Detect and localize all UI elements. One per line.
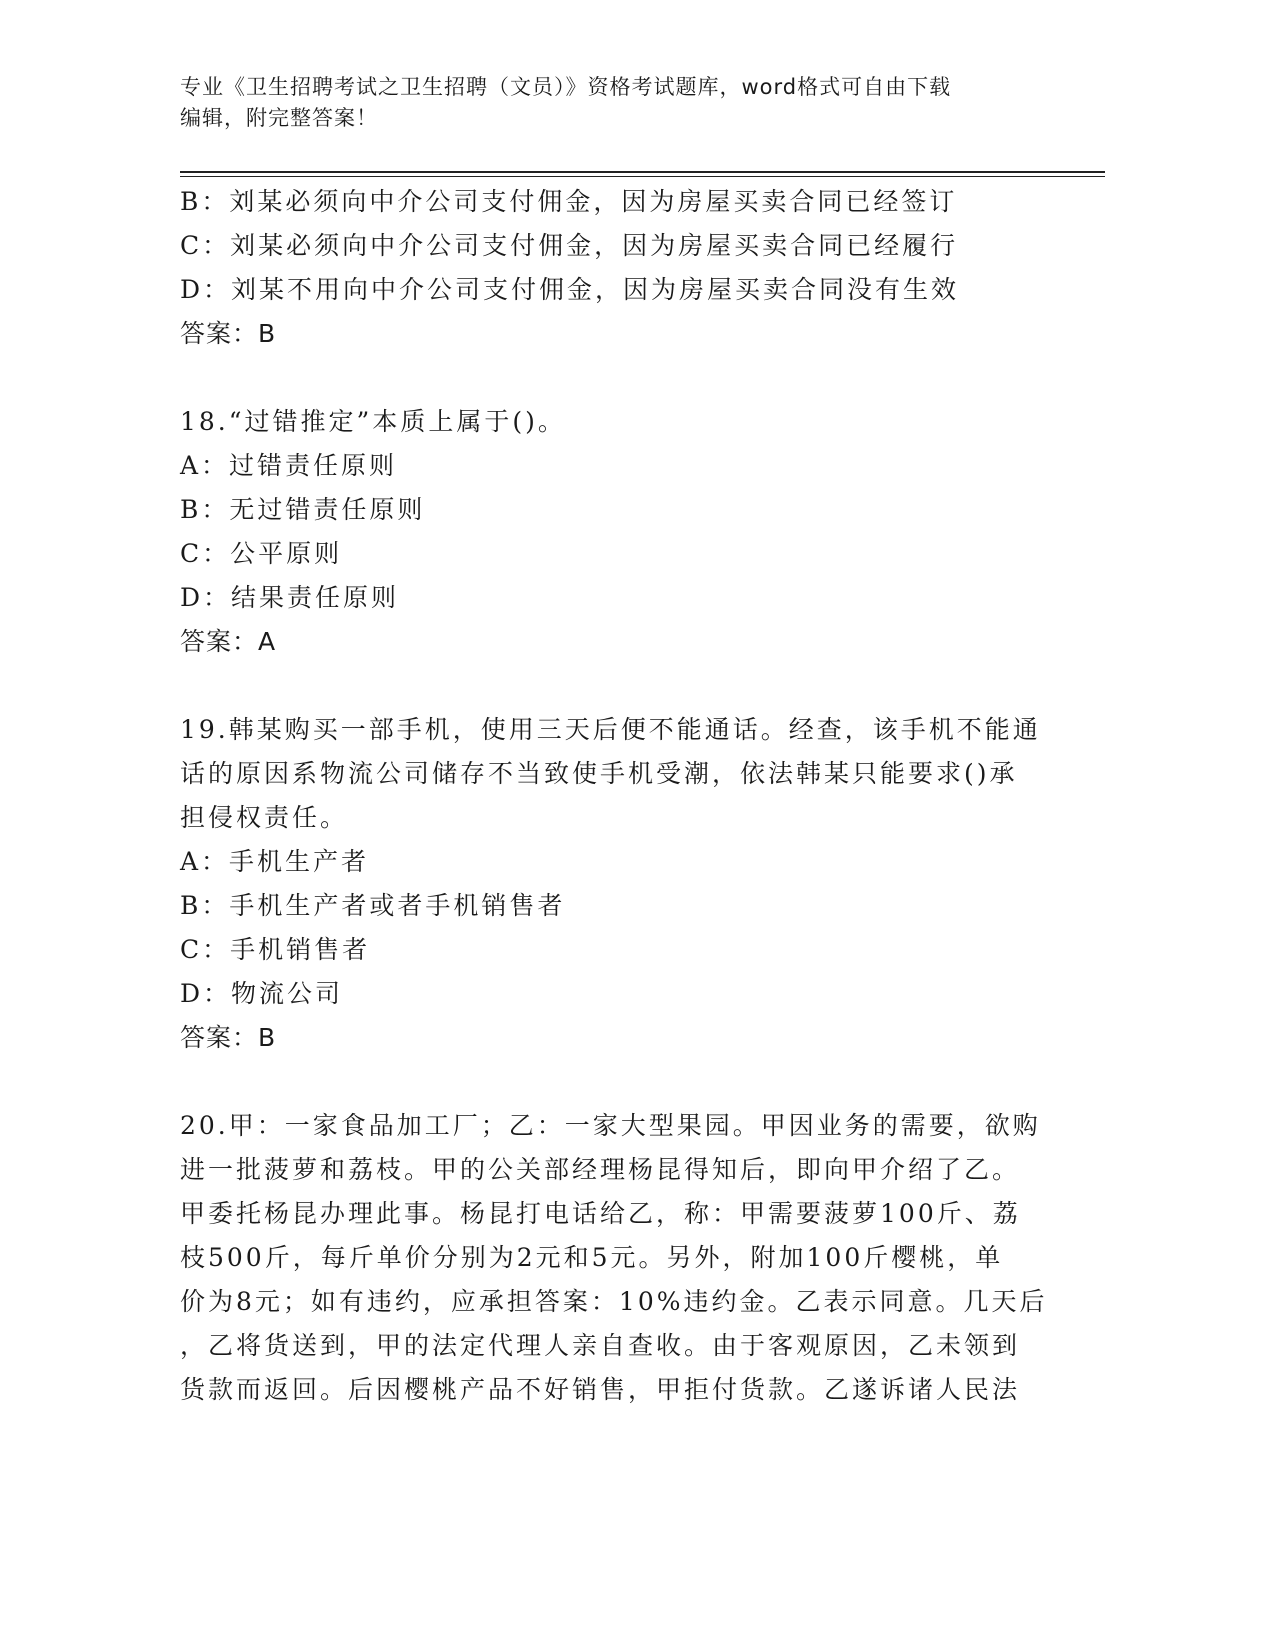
question-text-line: 货款而返回。后因樱桃产品不好销售，甲拒付货款。乙遂诉诸人民法 — [180, 1375, 1021, 1404]
question-17 — [180, 180, 1040, 356]
question-text-line: 甲委托杨昆办理此事。杨昆打电话给乙，称：甲需要菠萝100斤、荔 — [180, 1199, 1021, 1228]
document-header — [180, 72, 1060, 134]
question-text-line: 话的原因系物流公司储存不当致使手机受潮，依法韩某只能要求()承 — [180, 759, 1018, 788]
question-18 — [180, 400, 1040, 664]
answer: 答案：B — [180, 1023, 277, 1052]
question-text-line: 20.甲：一家食品加工厂；乙：一家大型果园。甲因业务的需要，欲购 — [180, 1111, 1041, 1140]
option-c: C：手机销售者 — [180, 935, 371, 964]
option-a: A：过错责任原则 — [180, 451, 398, 480]
question-text-line: 价为8元；如有违约，应承担答案：10%违约金。乙表示同意。几天后 — [180, 1287, 1048, 1316]
header-divider-thick — [180, 171, 1105, 173]
header-divider-thin — [180, 176, 1105, 177]
header-line-1: 专业《卫生招聘考试之卫生招聘（文员）》资格考试题库，word格式可自由下载 — [180, 75, 952, 99]
option-b: B：刘某必须向中介公司支付佣金，因为房屋买卖合同已经签订 — [180, 187, 958, 216]
option-a: A：手机生产者 — [180, 847, 370, 876]
question-text: 18.“过错推定”本质上属于()。 — [180, 407, 566, 436]
option-d: D：物流公司 — [180, 979, 344, 1008]
answer: 答案：B — [180, 319, 277, 348]
question-text-line: ，乙将货送到，甲的法定代理人亲自查收。由于客观原因，乙未领到 — [180, 1331, 1021, 1360]
question-text-line: 19.韩某购买一部手机，使用三天后便不能通话。经查，该手机不能通 — [180, 715, 1041, 744]
question-content — [180, 180, 1048, 1412]
question-19 — [180, 708, 1040, 1060]
question-text-line: 枝500斤，每斤单价分别为2元和5元。另外，附加100斤樱桃，单 — [180, 1243, 1004, 1272]
question-20 — [180, 1104, 1048, 1412]
option-b: B：无过错责任原则 — [180, 495, 426, 524]
answer: 答案：A — [180, 627, 277, 656]
option-b: B：手机生产者或者手机销售者 — [180, 891, 566, 920]
option-c: C：刘某必须向中介公司支付佣金，因为房屋买卖合同已经履行 — [180, 231, 959, 260]
header-line-2: 编辑，附完整答案！ — [180, 106, 378, 130]
option-d: D：结果责任原则 — [180, 583, 400, 612]
option-d: D：刘某不用向中介公司支付佣金，因为房屋买卖合同没有生效 — [180, 275, 960, 304]
option-c: C：公平原则 — [180, 539, 343, 568]
question-text-line: 进一批菠萝和荔枝。甲的公关部经理杨昆得知后，即向甲介绍了乙。 — [180, 1155, 1021, 1184]
question-text-line: 担侵权责任。 — [180, 803, 349, 832]
